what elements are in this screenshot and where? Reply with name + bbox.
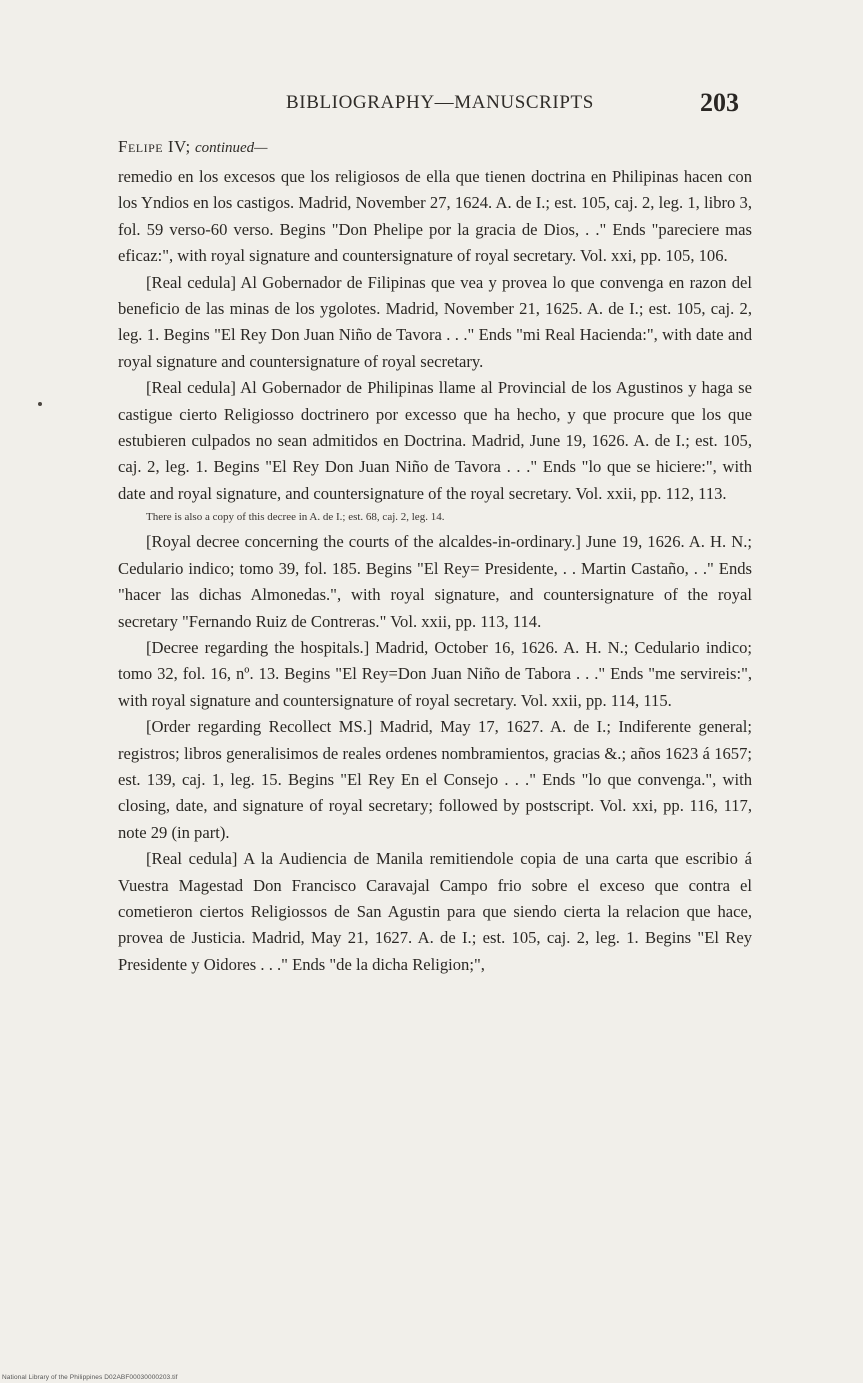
page-number: 203 — [700, 88, 739, 117]
footnote: There is also a copy of this decree in A. de I.; est. 68, caj. 2, leg. 14. — [146, 511, 445, 524]
section-continued: continued— — [195, 140, 268, 156]
scan-speck — [38, 402, 42, 406]
paragraph: [Real cedula] Al Gobernador de Philipinas llame al Provincial de los Agustinos y haga se castigue cierto Religiosso doctrinero por excesso que ha hecho, y que procure que los que estubieren culpados no sean admitidos en Doctrina. Madrid, June 19, 1626. A. de I.; est. 105, caj. 2, leg. 1. Begins "El Rey Don Juan Niño de Tavora . . ." Ends "lo que se hiciere:", with date and royal signature, and countersignature of the royal secretary. Vol. xxii, pp. 112, 113. — [118, 378, 752, 503]
paragraph: remedio en los excesos que los religiosos de ella que tienen doctrina en Philipinas hacen con los Yndios en los castigos. Madrid, November 27, 1624. A. de I.; est. 105, caj. 2, leg. 1, libro 3, fol. 59 verso-60 verso. Begins "Don Phelipe por la gracia de Dios, . ." Ends "pareciere mas eficaz:", with royal signature and countersignature of royal secretary. Vol. xxi, pp. 105, 106. — [118, 167, 752, 266]
paragraph: [Order regarding Recollect MS.] Madrid, May 17, 1627. A. de I.; Indiferente general; registros; libros generalisimos de reales ordenes nombramientos, gracias &.; años 1623 á 1657; est. 139, caj. 1, leg. 15. Begins "El Rey En el Consejo . . ." Ends "lo que convenga.", with closing, date, and signature of royal secretary; followed by postscript. Vol. xxi, pp. 116, 117, note 29 (in part). — [118, 717, 752, 842]
paragraph: [Decree regarding the hospitals.] Madrid, October 16, 1626. A. H. N.; Cedulario indico; tomo 32, fol. 16, nº. 13. Begins "El Rey=Don Juan Niño de Tabora . . ." Ends "me servireis:", with royal signature and countersignature of royal secretary. Vol. xxii, pp. 114, 115. — [118, 637, 752, 710]
paragraph: [Royal decree concerning the courts of the alcaldes-in-ordinary.] June 19, 1626. A. H. N.; Cedulario indico; tomo 39, fol. 185. Begins "El Rey= Presidente, . . Martin Castaño, . ." Ends "hacer las dichas Almonedas.", with royal signature, and countersignature of the royal secretary "Fernando Ruiz de Contreras." Vol. xxii, pp. 113, 114. — [118, 532, 752, 631]
body-text — [118, 164, 752, 978]
section-name: Felipe IV; — [118, 137, 191, 156]
scan-footer: National Library of the Philippines D02ABF00030000203.tif — [2, 1374, 178, 1381]
section-heading — [118, 137, 268, 157]
running-title: BIBLIOGRAPHY—MANUSCRIPTS — [286, 92, 594, 113]
paragraph: [Real cedula] A la Audiencia de Manila remitiendole copia de una carta que escribio á Vuestra Magestad Don Francisco Caravajal Campo frio sobre el exceso que contra el cometieron ciertos Religiossos de San Agustin para que siendo cierta la relacion que hace, provea de Justicia. Madrid, May 21, 1627. A. de I.; est. 105, caj. 2, leg. 1. Begins "El Rey Presidente y Oidores . . ." Ends "de la dicha Religion;", — [118, 849, 752, 974]
paragraph: [Real cedula] Al Gobernador de Filipinas que vea y provea lo que convenga en razon del beneficio de las minas de los ygolotes. Madrid, November 21, 1625. A. de I.; est. 105, caj. 2, leg. 1. Begins "El Rey Don Juan Niño de Tavora . . ." Ends "mi Real Hacienda:", with date and royal signature and countersignature of royal secretary. — [118, 272, 752, 371]
page-header — [0, 88, 863, 122]
